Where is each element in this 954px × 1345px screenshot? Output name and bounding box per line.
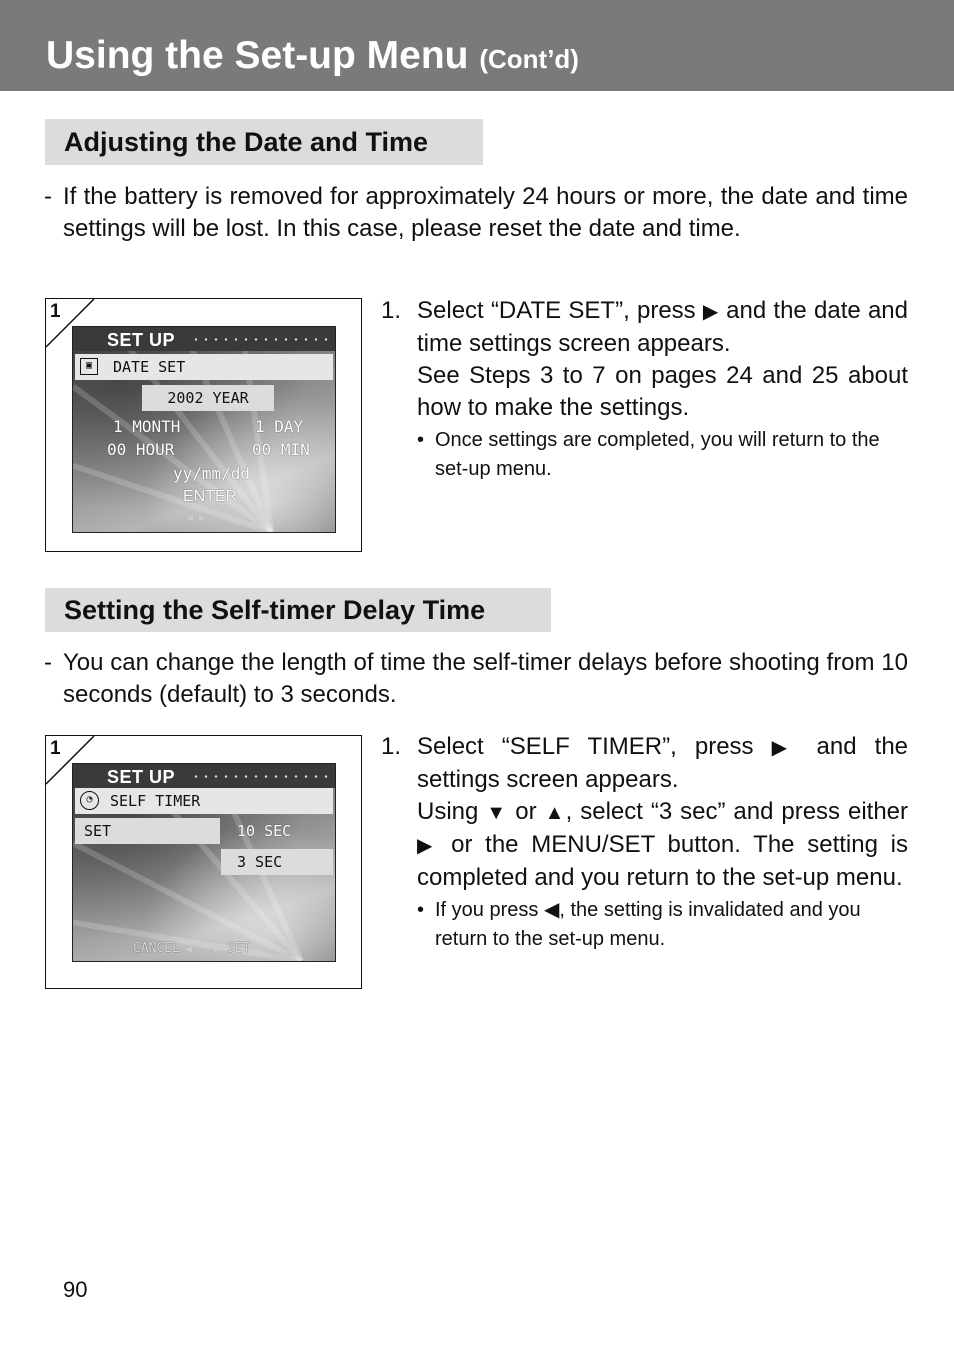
lcd-day: 1 DAY (255, 417, 304, 436)
bullet-text: Once settings are completed, you will return to the set-up menu. (435, 429, 880, 480)
up-arrow-icon: ▲ (544, 802, 566, 824)
calendar-icon: ▣ (80, 358, 98, 375)
self-timer-icon: ◔ (80, 791, 99, 810)
note-dash: - (44, 183, 52, 210)
camera-lcd-self-timer (72, 763, 336, 962)
lcd-enter: ENTER (183, 488, 238, 505)
lcd-set-label: SET (75, 818, 220, 844)
lcd-set: SET (227, 941, 251, 956)
lcd-hour: 00 HOUR (107, 440, 175, 459)
step-bullet (417, 426, 908, 484)
step-line-1 (417, 295, 908, 360)
page-title (46, 34, 579, 78)
lcd-date-format: yy/mm/dd (173, 464, 251, 483)
lcd-screen-title: SET UP (107, 330, 176, 350)
self-timer-note (44, 647, 908, 711)
note-text: If the battery is removed for approximately 24 hours or more, the date and time settings will be lost. In this case, please reset the date and time. (63, 183, 908, 242)
lcd-dots (191, 775, 331, 778)
lcd-option-3-sec: 3 SEC (221, 849, 333, 875)
step-number: 1. (381, 733, 402, 760)
down-arrow-icon: ▼ (486, 802, 508, 824)
bullet-mark: • (417, 899, 425, 921)
self-timer-step-1 (381, 731, 908, 954)
lcd-cancel: CANCEL (133, 941, 180, 956)
lcd-option-10-sec: 10 SEC (237, 822, 292, 840)
step-text: , select “3 sec” and press either (565, 798, 909, 825)
date-set-figure (45, 298, 362, 552)
step-body (417, 731, 908, 894)
lcd-min: 00 MIN (252, 440, 310, 459)
bullet-text (435, 896, 908, 954)
right-arrow-icon: ▶ (214, 944, 221, 955)
step-text: Using (417, 798, 479, 825)
step-text: or the MENU/SET button. The setting is completed and you return to the set-up menu. (417, 831, 908, 891)
note-dash: - (44, 649, 52, 676)
step-text: and the date and time settings screen appears. (417, 297, 909, 357)
lcd-month: 1 MONTH (113, 417, 181, 436)
lcd-menu-item-label: SELF TIMER (110, 792, 201, 810)
left-arrow-icon: ◀ (543, 899, 560, 921)
page-title-suffix: (Cont’d) (479, 44, 579, 74)
note-text: You can change the length of time the self-timer delays before shooting from 10 seconds (default) to 3 seconds. (63, 649, 908, 708)
right-arrow-icon: ▶ (702, 301, 719, 323)
step-line-2 (417, 796, 908, 894)
camera-lcd-date-set (72, 326, 336, 533)
step-bullet (417, 896, 908, 954)
self-timer-figure (45, 735, 362, 989)
lcd-screen-title: SET UP (107, 767, 176, 787)
left-arrow-icon: ◀ (186, 944, 193, 955)
page-header (0, 0, 954, 91)
step-line-1 (417, 731, 908, 796)
step-number: 1. (381, 297, 402, 324)
bullet-text-part: If you press (435, 899, 539, 921)
lcd-dots (191, 338, 331, 341)
step-text: Select “DATE SET”, press (417, 297, 696, 324)
section-heading-date-time: Adjusting the Date and Time (45, 119, 483, 165)
step-line-2: See Steps 3 to 7 on pages 24 and 25 about how to make the settings. (417, 362, 908, 421)
right-arrow-icon: ▶ (771, 737, 799, 759)
figure-number: 1 (50, 301, 61, 322)
step-body (417, 295, 908, 424)
lcd-menu-item-self-timer (75, 788, 333, 814)
lcd-nav-arrows: ◀ ▶ (187, 513, 206, 524)
bullet-text-part: , the setting is invalidated and you return to the set-up menu. (435, 899, 861, 950)
step-text: Select “SELF TIMER”, press (417, 733, 754, 760)
page-number: 90 (63, 1277, 88, 1302)
lcd-menu-item-label: DATE SET (113, 358, 186, 376)
page-title-text: Using the Set-up Menu (46, 34, 469, 77)
bullet-mark: • (417, 429, 425, 451)
section-heading-self-timer: Setting the Self-timer Delay Time (45, 588, 551, 632)
step-text: and the settings screen appears. (417, 733, 909, 793)
date-set-step-1 (381, 295, 908, 484)
figure-number: 1 (50, 738, 61, 759)
lcd-menu-item-date-set (75, 354, 333, 380)
date-time-note (44, 181, 908, 245)
step-text: or (515, 798, 537, 825)
right-arrow-icon: ▶ (417, 835, 439, 857)
lcd-year-field: 2002 YEAR (142, 385, 274, 411)
